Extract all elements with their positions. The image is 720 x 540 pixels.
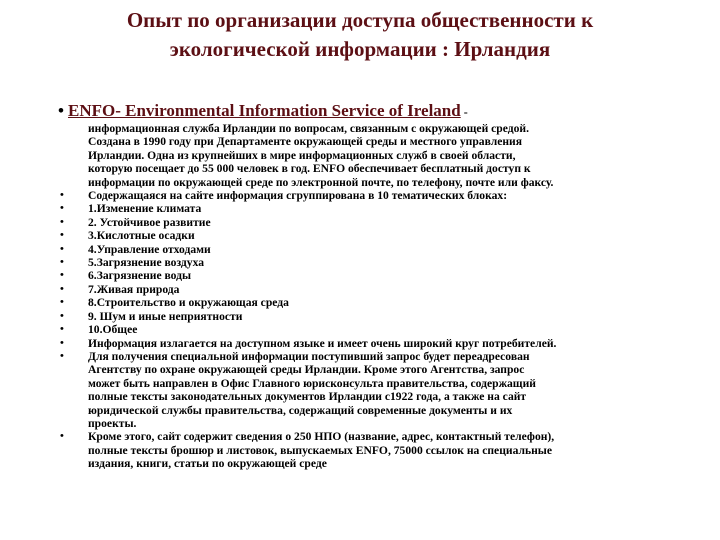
request-paragraph [88,350,688,430]
request-line: Агентству по охране окружающей среды Ирландии. Кроме этого Агентства, запрос [88,363,525,377]
intro-paragraph [88,122,688,189]
slide-title-line-1: Опыт по организации доступа общественности к [126,8,594,32]
request-line: юридической службы правительства, содержащий современные документы и их [88,403,513,417]
slide-title [60,6,660,64]
intro-line: информационная служба Ирландии по вопросам, связанным с окружающей средой. [88,122,529,135]
intro-line: Создана в 1990 году при Департаменте окружающей среды и местного управления [88,135,522,149]
intro-line: которую посещает до 55 000 человек в год. ENFO обеспечивает бесплатный доступ к [88,162,531,176]
site-paragraph [88,430,688,470]
list-item: • 4.Управление отходами [88,243,688,256]
request-line: полные тексты законодательных документов Ирландии с1922 года, а также на сайт [88,390,527,404]
bullet-icon: • [58,101,64,120]
request-line: • Для получения специальной информации поступивший запрос будет переадресован [88,349,530,363]
list-item: • 10.Общее [88,323,688,336]
bullet-list [88,122,688,471]
list-item: • 8.Строительство и окружающая среда [88,296,688,309]
headline-dash: - [460,105,468,119]
site-line: полные тексты брошюр и листовок, выпускаемых ENFO, 75000 ссылок на специальные [88,443,552,457]
enfo-name: ENFO- Environmental Information Service of Ireland [68,101,461,120]
intro-line: информации по окружающей среде по электронной почте, по телефону, почте или факсу. [88,175,554,189]
site-line: • Кроме этого, сайт содержит сведения о 250 НПО (название, адрес, контактный телефон), [88,430,555,444]
list-item: • 9. Шум и иные неприятности [88,310,688,323]
list-item: • 2. Устойчивое развитие [88,216,688,229]
list-item: • 6.Загрязнение воды [88,269,688,282]
list-item: • 3.Кислотные осадки [88,229,688,242]
list-item: • 7.Живая природа [88,283,688,296]
request-line: может быть направлен в Офис Главного юрисконсульта правительства, содержащий [88,376,536,390]
list-item: • Информация излагается на доступном языке и имеет очень широкий круг потребителей. [88,337,688,350]
list-item: • 5.Загрязнение воздуха [88,256,688,269]
enfo-headline [58,101,468,122]
site-line: издания, книги, статьи по окружающей среде [88,457,327,471]
intro-line: Ирландии. Одна из крупнейших в мире информационных служб в своей области, [88,148,516,162]
request-line: проекты. [88,416,137,430]
slide-title-line-2: экологической информации : Ирландия [169,37,551,61]
list-item: • Содержащаяся на сайте информация сгруппирована в 10 тематических блоках: [88,189,688,202]
list-item: • 1.Изменение климата [88,202,688,215]
